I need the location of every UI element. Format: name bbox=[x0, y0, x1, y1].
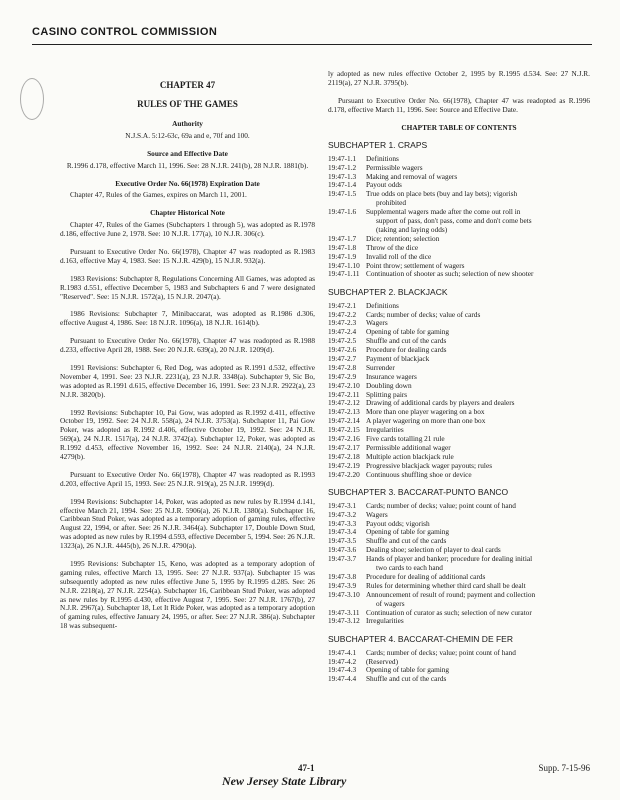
section-number: 19:47-3.4 bbox=[328, 527, 357, 537]
section-title: Continuation of curator as such; selection of new curator bbox=[366, 607, 532, 617]
section-title: Payment of blackjack bbox=[366, 353, 430, 363]
history-paragraph: Pursuant to Executive Order No. 66(1978), Chapter 47 was readopted as R.1983 d.163, effective May 4, 1983. See: 15 N.J.R. 429(b), 15 N.J.R. 932(a). bbox=[60, 246, 315, 265]
section-number: 19:47-2.15 bbox=[328, 425, 360, 435]
section-title: Surrender bbox=[366, 362, 395, 372]
section-title: Invalid roll of the dice bbox=[366, 251, 432, 261]
section-number: 19:47-1.1 bbox=[328, 153, 357, 163]
section-number bbox=[328, 217, 366, 226]
section-number: 19:47-2.13 bbox=[328, 407, 360, 417]
section-title: Multiple action blackjack rule bbox=[366, 451, 454, 461]
section-title: two cards to each hand bbox=[376, 563, 443, 573]
section-number: 19:47-2.12 bbox=[328, 398, 360, 408]
section-title: prohibited bbox=[376, 198, 406, 208]
section-number: 19:47-3.1 bbox=[328, 500, 357, 510]
section-title: Cards; number of decks; value; point count of hand bbox=[366, 500, 516, 510]
toc-entry bbox=[328, 270, 590, 279]
toc-entry bbox=[328, 471, 590, 480]
subchapter-heading: SUBCHAPTER 1. CRAPS bbox=[328, 140, 428, 151]
library-stamp: New Jersey State Library bbox=[222, 774, 347, 788]
toc-entry bbox=[328, 617, 590, 626]
section-title: (taking and laying odds) bbox=[376, 224, 448, 234]
section-number: 19:47-1.11 bbox=[328, 269, 360, 279]
section-number: 19:47-1.3 bbox=[328, 171, 357, 181]
section-number: 19:47-2.16 bbox=[328, 434, 360, 443]
toc-entry bbox=[328, 675, 590, 684]
section-title: Shuffle and cut of the cards bbox=[366, 336, 447, 346]
right-column bbox=[328, 70, 590, 684]
section-title: Progressive blackjack wager payouts; rules bbox=[366, 460, 493, 470]
section-title: Cards; number of decks; value of cards bbox=[366, 309, 481, 319]
subchapter-heading: SUBCHAPTER 3. BACCARAT-PUNTO BANCO bbox=[328, 487, 509, 498]
toc-entry bbox=[328, 190, 590, 199]
section-title: Definitions bbox=[366, 153, 399, 163]
section-number: 19:47-4.3 bbox=[328, 665, 357, 675]
section-title: Shuffle and cut of the cards bbox=[366, 536, 447, 546]
section-title: Opening of table for gaming bbox=[366, 327, 450, 337]
source-text: R.1996 d.178, effective March 11, 1996. See: 28 N.J.R. 241(b), 28 N.J.R. 1881(b). bbox=[66, 160, 309, 170]
section-title: Point throw; settlement of wagers bbox=[366, 260, 465, 270]
section-title: Splitting pairs bbox=[366, 389, 408, 399]
history-paragraph: 1983 Revisions: Subchapter 8, Regulations Concerning All Games, was adopted as R.1983 d.551, effective December 5, 1983 and Subchapters 6 and 7 were designated "Reserved". See: 15 N.J.R. 1572(a), 15 N.J.R. 2047(a). bbox=[60, 273, 315, 301]
section-title: Dealing shoe; selection of player to deal cards bbox=[366, 545, 501, 555]
section-number: 19:47-2.18 bbox=[328, 451, 360, 461]
toc-entry bbox=[328, 217, 590, 226]
section-title: True odds on place bets (buy and lay bets); vigorish bbox=[366, 189, 518, 199]
section-title: Doubling down bbox=[366, 380, 412, 390]
section-title: Continuous shuffling shoe or device bbox=[366, 469, 472, 479]
section-title: Making and removal of wagers bbox=[366, 171, 458, 181]
section-number: 19:47-1.7 bbox=[328, 233, 357, 243]
section-number: 19:47-3.2 bbox=[328, 509, 357, 519]
section-number: 19:47-1.2 bbox=[328, 162, 357, 172]
section-number: 19:47-2.14 bbox=[328, 416, 360, 426]
section-title: Procedure for dealing cards bbox=[366, 345, 447, 355]
section-title: Wagers bbox=[366, 509, 388, 519]
history-paragraph: 1994 Revisions: Subchapter 14, Poker, was adopted as new rules by R.1994 d.141, effective March 21, 1994. See: 25 N.J.R. 5906(a), 26 N.J.R. 1380(a). Subchapter 16, Caribbean Stud Poker, was adopted as a temporary adoption of gaming rules, effective August 22, 1994, or after. See: 26 N.J.R. 3464(a). Subchapter 17, Double Down Stud, was adopted as new rules by R.1994 d.593, effective December 5, 1994. See: 26 N.J.R. 1323(a), 26 N.J.R. 4445(b), 26 N.J.R. 4790(a). bbox=[60, 496, 315, 551]
section-number: 19:47-1.4 bbox=[328, 180, 357, 190]
section-title: Insurance wagers bbox=[366, 371, 417, 381]
section-number: 19:47-2.3 bbox=[328, 318, 357, 328]
section-title: Hands of player and banker; procedure for dealing initial bbox=[366, 554, 533, 564]
section-number: 19:47-2.6 bbox=[328, 345, 357, 355]
section-number: 19:47-2.5 bbox=[328, 336, 357, 346]
section-title: Opening of table for gaming bbox=[366, 527, 450, 537]
history-paragraph: 1991 Revisions: Subchapter 6, Red Dog, was adopted as R.1991 d.532, effective November 4, 1991. See: 23 N.J.R. 2231(a), 23 N.J.R. 3348(a). Subchapter 9, Sic Bo, was adopted as R.1991 d.615, effective December 16, 1991. See: 23 N.J.R. 2922(a), 23 N.J.R. 3820(b). bbox=[60, 362, 315, 399]
section-number: 19:47-1.5 bbox=[328, 189, 357, 199]
section-number: 19:47-1.6 bbox=[328, 207, 357, 217]
section-title: More than one player wagering on a box bbox=[366, 407, 485, 417]
section-number: 19:47-3.8 bbox=[328, 571, 357, 581]
header-rule bbox=[32, 44, 592, 45]
section-title: Throw of the dice bbox=[366, 242, 419, 252]
eo-heading: Executive Order No. 66(1978) Expiration Date bbox=[115, 178, 260, 188]
history-paragraph: Chapter 47, Rules of the Games (Subchapters 1 through 5), was adopted as R.1978 d.186, effective June 2, 1978. See: 10 N.J.R. 177(a), 10 N.J.R. 306(c). bbox=[60, 220, 315, 239]
section-number: 19:47-2.4 bbox=[328, 327, 357, 337]
history-heading: Chapter Historical Note bbox=[150, 208, 225, 218]
eo-text: Chapter 47, Rules of the Games, expires on March 11, 2001. bbox=[70, 190, 247, 200]
section-title: Irregularities bbox=[366, 425, 404, 435]
section-title: Five cards totalling 21 rule bbox=[366, 434, 445, 443]
section-title: Announcement of result of round; payment and collection bbox=[366, 589, 536, 599]
section-number: 19:47-2.2 bbox=[328, 309, 357, 319]
section-number: 19:47-1.9 bbox=[328, 251, 357, 261]
section-title: A player wagering on more than one box bbox=[366, 416, 486, 426]
section-number: 19:47-3.9 bbox=[328, 580, 357, 590]
history-paragraph: Pursuant to Executive Order No. 66(1978), Chapter 47 was readopted as R.1988 d.233, effective April 28, 1988. See: 20 N.J.R. 639(a), 20 N.J.R. 1209(d). bbox=[60, 336, 315, 355]
subchapter-heading: SUBCHAPTER 4. BACCARAT-CHEMIN DE FER bbox=[328, 634, 513, 645]
section-number: 19:47-2.11 bbox=[328, 389, 360, 399]
history-paragraph: 1995 Revisions: Subchapter 15, Keno, was adopted as a temporary adoption of gaming rules, effective March 13, 1995. See: 27 N.J.R. 937(a). Subchapter 15 was subsequently adopted as new rules effective June 5, 1995 by R.1995 d.285. See: 26 N.J.R. 2218(a), 27 N.J.R. 2254(a). Subchapter 16, Caribbean Stud Poker, was adopted as new rules by R.1995 d.430, effective August 7, 1995. See: 27 N.J.R. 1767(b), 27 N.J.R. 2967(a). Subchapter 18, Let It Ride Poker, was adopted as a temporary adoption of gaming rules, effective January 24, 1995, or after. See: 27 N.J.R. 386(a). Subchapter 18 was subsequent- bbox=[60, 559, 315, 631]
section-number: 19:47-3.7 bbox=[328, 554, 357, 564]
section-number: 19:47-3.6 bbox=[328, 545, 357, 555]
section-title: Rules for determining whether third card shall be dealt bbox=[366, 580, 526, 590]
section-title: (Reserved) bbox=[366, 656, 399, 666]
authority-heading: Authority bbox=[172, 118, 203, 128]
section-number: 19:47-3.11 bbox=[328, 607, 360, 617]
table-of-contents bbox=[328, 140, 590, 684]
source-heading: Source and Effective Date bbox=[147, 148, 228, 158]
authority-text: N.J.S.A. 5:12-63c, 69a and e, 70f and 100. bbox=[125, 130, 250, 140]
section-title: Procedure for dealing of additional cards bbox=[366, 571, 486, 581]
section-title: Opening of table for gaming bbox=[366, 665, 450, 675]
section-title: Shuffle and cut of the cards bbox=[366, 674, 447, 684]
history-paragraph: Pursuant to Executive Order No. 66(1978), Chapter 47 was readopted as R.1993 d.203, effective April 15, 1993. See: 25 N.J.R. 919(a), 25 N.J.R. 1999(d). bbox=[60, 469, 315, 488]
section-number: 19:47-3.12 bbox=[328, 616, 360, 626]
page-header: CASINO CONTROL COMMISSION bbox=[32, 26, 218, 38]
section-number: 19:47-1.8 bbox=[328, 242, 357, 252]
section-number: 19:47-2.19 bbox=[328, 460, 360, 470]
section-number: 19:47-2.10 bbox=[328, 380, 360, 390]
toc-entry bbox=[328, 591, 590, 600]
section-number: 19:47-4.4 bbox=[328, 674, 357, 684]
section-title: Drawing of additional cards by players and dealers bbox=[366, 398, 515, 408]
section-number: 19:47-2.20 bbox=[328, 469, 360, 479]
section-title: Payout odds bbox=[366, 180, 402, 190]
toc-entry bbox=[328, 555, 590, 564]
section-title: of wagers bbox=[376, 598, 405, 608]
section-number: 19:47-4.2 bbox=[328, 656, 357, 666]
subchapter-heading: SUBCHAPTER 2. BLACKJACK bbox=[328, 287, 448, 298]
section-number: 19:47-3.3 bbox=[328, 518, 357, 528]
history-paragraph: 1986 Revisions: Subchapter 7, Minibaccarat, was adopted as R.1986 d.306, effective August 4, 1986. See: 18 N.J.R. 1096(a), 18 N.J.R. 1614(b). bbox=[60, 309, 315, 328]
section-title: Payout odds; vigorish bbox=[366, 518, 430, 528]
section-number: 19:47-3.5 bbox=[328, 536, 357, 546]
section-title: Wagers bbox=[366, 318, 388, 328]
chapter-title: RULES OF THE GAMES bbox=[137, 98, 238, 109]
section-number: 19:47-2.9 bbox=[328, 371, 357, 381]
section-title: support of pass, don't pass, come and don't come bets bbox=[376, 216, 532, 226]
section-title: Continuation of shooter as such; selection of new shooter bbox=[366, 269, 534, 279]
supplement-date: Supp. 7-15-96 bbox=[538, 763, 590, 773]
punch-hole bbox=[20, 78, 44, 120]
section-number: 19:47-4.1 bbox=[328, 647, 357, 657]
toc-title: CHAPTER TABLE OF CONTENTS bbox=[401, 122, 517, 132]
section-number: 19:47-1.10 bbox=[328, 260, 360, 270]
section-title: Dice; retention; selection bbox=[366, 233, 440, 243]
chapter-number: CHAPTER 47 bbox=[159, 80, 216, 90]
section-number: 19:47-3.10 bbox=[328, 589, 360, 599]
section-title: Permissible additional wager bbox=[366, 442, 451, 452]
history-notes bbox=[60, 221, 315, 631]
section-title: Definitions bbox=[366, 300, 399, 310]
section-title: Cards; number of decks; value; point count of hand bbox=[366, 647, 516, 657]
section-title: Supplemental wagers made after the come out roll in bbox=[366, 207, 521, 217]
section-title: Irregularities bbox=[366, 616, 404, 626]
section-number: 19:47-2.17 bbox=[328, 442, 360, 452]
left-column bbox=[60, 70, 315, 640]
section-title: Permissible wagers bbox=[366, 162, 423, 172]
section-number: 19:47-2.7 bbox=[328, 353, 357, 363]
section-number: 19:47-2.1 bbox=[328, 300, 357, 310]
readoption-note: Pursuant to Executive Order No. 66(1978), Chapter 47 was readopted as R.1996 d.178, effective March 11, 1996. See: Source and Effective Date. bbox=[328, 95, 590, 114]
section-number: 19:47-2.8 bbox=[328, 362, 357, 372]
page-number: 47-1 bbox=[298, 763, 315, 773]
history-paragraph: 1992 Revisions: Subchapter 10, Pai Gow, was adopted as R.1992 d.411, effective October 19, 1992. See: 24 N.J.R. 558(a), 24 N.J.R. 3753(a). Subchapter 11, Pai Gow Poker, was adopted as R.1992 d.406, effective October 19, 1992. See: 24 N.J.R. 569(a), 24 N.J.R. 1517(a), 24 N.J.R. 3742(a). Subchapter 12, Poker, was adopted as R.1992 d.453, effective November 16, 1992. See: 24 N.J.R. 2140(a), 24 N.J.R. 4279(b). bbox=[60, 407, 315, 461]
history-continuation: ly adopted as new rules effective October 2, 1995 by R.1995 d.534. See: 27 N.J.R. 2119(a), 27 N.J.R. 3795(b). bbox=[328, 69, 590, 87]
